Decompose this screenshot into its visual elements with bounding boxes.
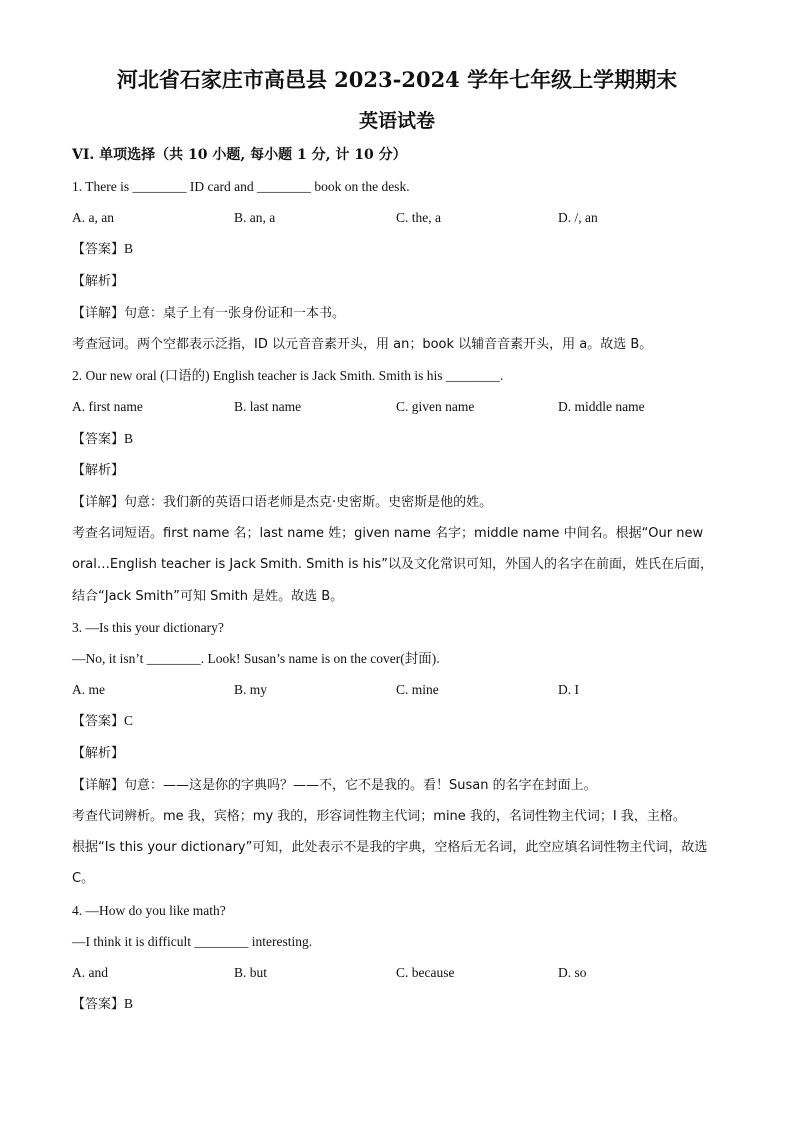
- option-a: A. and: [72, 965, 108, 981]
- option-d: D. I: [558, 682, 579, 698]
- question-3-stem-2: —No, it isn’t ________. Look! Susan’s name is on the cover(封面).: [72, 651, 440, 667]
- option-d: D. middle name: [558, 399, 645, 415]
- option-a: A. a, an: [72, 210, 114, 226]
- question-3-stem-1: 3. —Is this your dictionary?: [72, 619, 224, 635]
- answer-value: B: [124, 430, 134, 446]
- answer-label: 【答案】: [72, 997, 125, 1013]
- answer-label: 【答案】: [72, 431, 125, 447]
- option-b: B. my: [234, 682, 268, 698]
- answer-label: 【答案】: [72, 242, 125, 258]
- question-1-answer: [72, 233, 722, 265]
- detail-label: 【详解】: [72, 305, 125, 321]
- answer-value: B: [124, 241, 134, 257]
- question-2-answer: [72, 423, 722, 455]
- question-2-explanation: 考查名词短语。first name 名；last name 姓；given name 名字；middle name 中间名。根据“Our new oral…English teacher is Jack Smith. Smith is his”以及文化常识可知，外国人的名字在前面，姓氏在后面，结合“Jack Smith”可知 Smith 是姓。故选 B。: [72, 526, 713, 604]
- question-2-detail: [72, 486, 722, 518]
- question-3-detail: [72, 769, 722, 801]
- section-heading: VI. 单项选择（共 10 小题, 每小题 1 分, 计 10 分）: [72, 147, 407, 163]
- option-b: B. last name: [234, 399, 302, 415]
- question-1-analysis-label: 【解析】: [72, 273, 125, 289]
- question-4-stem-2: —I think it is difficult ________ interesting.: [72, 933, 313, 949]
- question-1-explanation: 考查冠词。两个空都表示泛指，ID 以元音音素开头，用 an；book 以辅音音素开头，用 a。故选 B。: [72, 337, 653, 353]
- page-title: 河北省石家庄市高邑县 2023-2024 学年七年级上学期期末: [116, 67, 678, 92]
- question-4-stem-1: 4. —How do you like math?: [72, 902, 226, 918]
- detail-text: 句意：我们新的英语口语老师是杰克·史密斯。史密斯是他的姓。: [124, 495, 493, 511]
- question-2-stem: 2. Our new oral (口语的) English teacher is Jack Smith. Smith is his ________.: [72, 368, 504, 384]
- answer-value: C: [124, 713, 134, 729]
- question-3-explanation-2: 根据“Is this your dictionary”可知，此处表示不是我的字典，空格后无名词，此空应填名词性物主代词，故选 C。: [72, 840, 708, 887]
- option-c: C. the, a: [396, 210, 441, 226]
- page-subtitle: 英语试卷: [358, 110, 435, 132]
- option-c: C. mine: [396, 682, 439, 698]
- option-c: C. because: [396, 965, 455, 981]
- detail-text: 句意：——这是你的字典吗？——不，它不是我的。看！Susan 的名字在封面上。: [124, 777, 597, 793]
- question-2-options: [72, 391, 722, 422]
- question-1-options: [72, 202, 722, 233]
- question-4-answer: [72, 988, 722, 1020]
- question-3-analysis-label: 【解析】: [72, 745, 125, 761]
- answer-label: 【答案】: [72, 714, 125, 730]
- question-1-stem: 1. There is ________ ID card and ________ book on the desk.: [72, 179, 410, 194]
- option-d: D. so: [558, 965, 587, 981]
- question-2-analysis-label: 【解析】: [72, 462, 125, 478]
- option-d: D. /, an: [558, 210, 598, 226]
- option-a: A. me: [72, 682, 105, 698]
- question-4-options: [72, 957, 722, 988]
- question-3-explanation-1: 考查代词辨析。me 我，宾格；my 我的，形容词性物主代词；mine 我的，名词性物主代词；I 我，主格。: [72, 809, 686, 825]
- detail-label: 【详解】: [72, 777, 125, 793]
- question-3-answer: [72, 705, 722, 737]
- question-3-options: [72, 674, 722, 705]
- option-b: B. but: [234, 965, 268, 981]
- option-c: C. given name: [396, 399, 475, 415]
- detail-label: 【详解】: [72, 495, 125, 511]
- answer-value: B: [124, 996, 134, 1012]
- option-b: B. an, a: [234, 210, 276, 226]
- option-a: A. first name: [72, 399, 143, 415]
- question-1-detail: [72, 297, 722, 329]
- detail-text: 句意：桌子上有一张身份证和一本书。: [124, 305, 346, 321]
